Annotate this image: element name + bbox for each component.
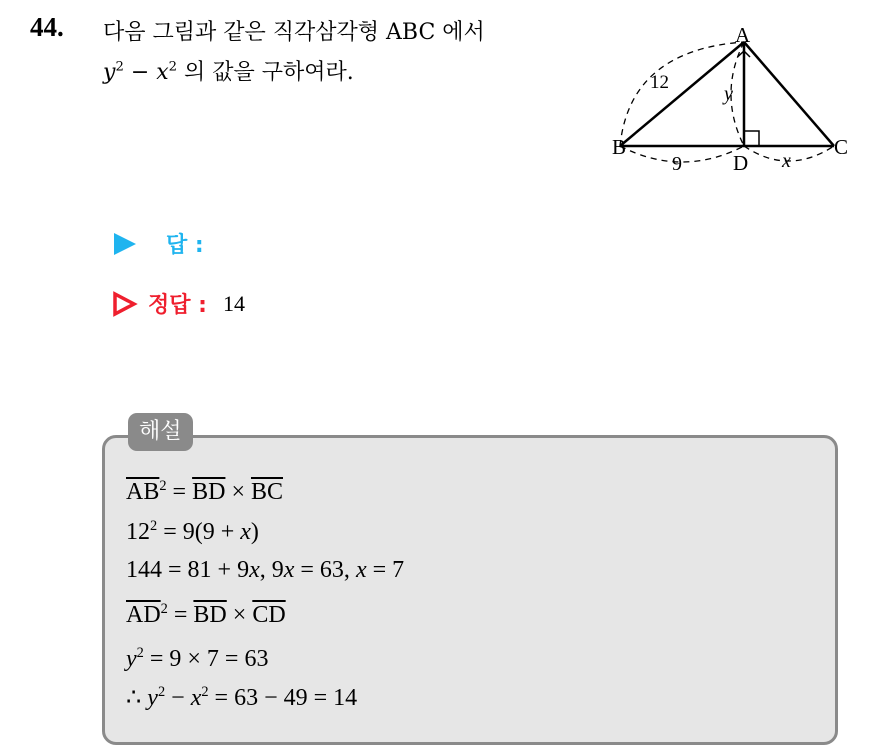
exponent: 2 (157, 684, 166, 700)
segment-bd: $\overline{BD}$ (193, 602, 227, 628)
equals-sign: = (166, 479, 193, 505)
times-sign: × (226, 602, 253, 628)
expression: = 63 − 49 = 14 (208, 685, 358, 711)
exponent: 2 (159, 478, 167, 494)
segment-ad: $\overline{AD}$ (126, 602, 161, 628)
var-y: y (126, 646, 137, 672)
segment-bd: $\overline{BD}$ (192, 479, 226, 505)
arc-ad (731, 42, 744, 146)
var-x: x (190, 685, 202, 711)
var-y: y (147, 685, 158, 711)
expression: = 63, (294, 557, 356, 583)
exponent: 2 (160, 601, 168, 617)
correct-answer-row (112, 288, 245, 319)
minus-sign: − (123, 60, 157, 85)
expression: = 9 × 7 = 63 (143, 646, 269, 672)
triangle-figure (600, 20, 860, 180)
exponent: 2 (150, 518, 158, 534)
label-a: A (735, 23, 751, 47)
base: 12 (126, 519, 150, 545)
play-outline-icon (112, 291, 138, 317)
var-x: x (240, 519, 251, 545)
equals-sign: = (167, 602, 194, 628)
label-d: D (733, 151, 749, 175)
label-b: B (612, 135, 627, 159)
expression: 144 = 81 + 9 (126, 557, 250, 583)
solution-line (126, 478, 283, 506)
solution-line (126, 518, 259, 546)
segment-cd: $\overline{CD}$ (252, 602, 286, 628)
close-paren: ) (250, 519, 259, 545)
play-icon (112, 231, 138, 257)
answer-row (112, 228, 204, 259)
var-x: x (355, 557, 367, 583)
solution-tab: 해설 (128, 413, 193, 451)
question-suffix: 의 값을 구하여라. (177, 60, 354, 85)
label-dc: x (782, 150, 791, 172)
right-angle-mark (744, 131, 759, 146)
question-text-line1: 다음 그림과 같은 직각삼각형 ABC 에서 (103, 20, 485, 45)
solution-line (126, 557, 404, 584)
var-x: x (156, 60, 169, 85)
segment-bc: $\overline{BC}$ (250, 479, 283, 505)
exponent: 2 (168, 59, 178, 75)
exponent: 2 (201, 684, 209, 700)
therefore-sign: ∴ (126, 685, 148, 711)
label-bd: 9 (672, 153, 682, 175)
arc-bd (620, 146, 744, 162)
expression: = 7 (366, 557, 405, 583)
answer-label: 답 : (166, 233, 204, 258)
solution-line (126, 645, 268, 673)
correct-answer-label: 정답 : (148, 293, 207, 318)
times-sign: × (225, 479, 251, 505)
segment-ab: $\overline{AB}$ (126, 479, 160, 505)
label-ad: y (724, 83, 733, 105)
minus-sign: − (165, 685, 191, 711)
label-ab: 12 (650, 72, 669, 93)
correct-answer-value: 14 (222, 290, 245, 316)
question-text-line2 (103, 55, 354, 86)
var-y: y (103, 60, 116, 85)
exponent: 2 (136, 645, 144, 661)
var-x: x (249, 557, 260, 583)
solution-line (126, 601, 286, 629)
expression: , 9 (259, 557, 284, 583)
var-x: x (283, 557, 295, 583)
expression: = 9(9 + (157, 519, 241, 545)
exponent: 2 (115, 59, 124, 75)
label-c: C (834, 135, 849, 159)
question-number: 44. (30, 12, 64, 42)
solution-line (126, 683, 357, 712)
